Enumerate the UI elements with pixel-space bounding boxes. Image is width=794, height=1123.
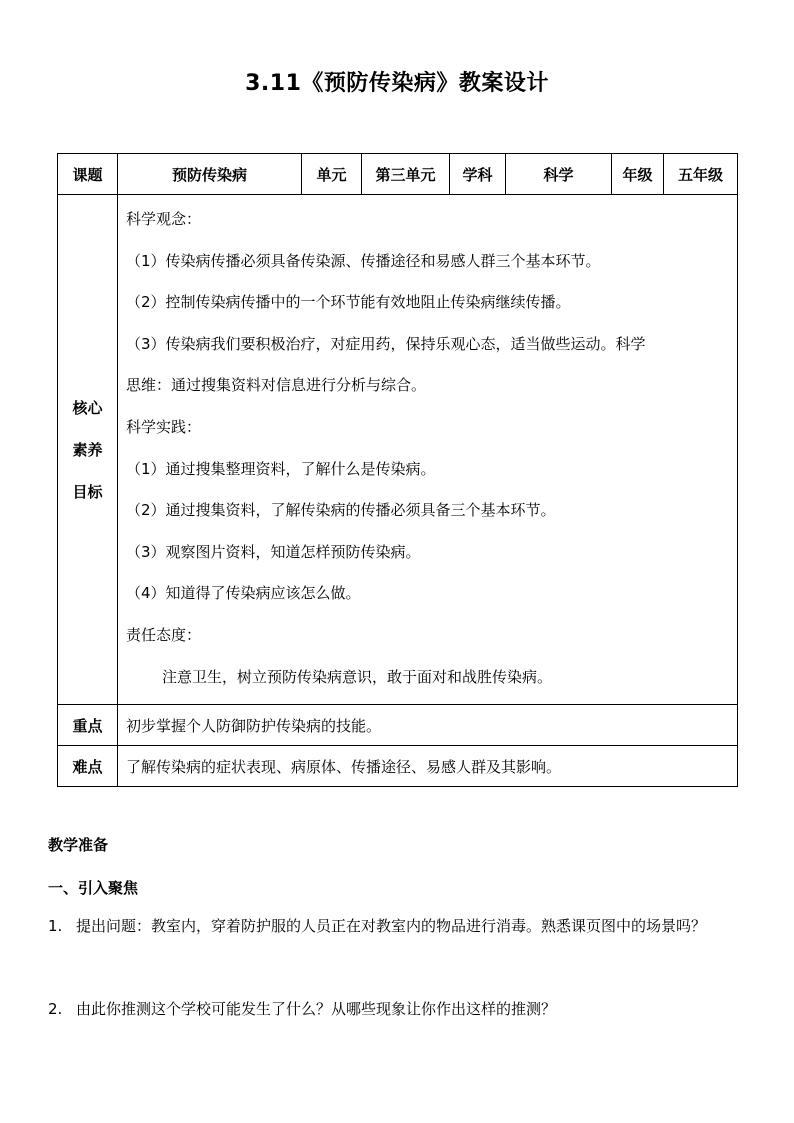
topic-value: 预防传染病 <box>118 154 302 195</box>
core-line: （1）通过搜集整理资料，了解什么是传染病。 <box>126 459 436 478</box>
core-line: （4）知道得了传染病应该怎么做。 <box>126 584 361 603</box>
core-line: （1）传染病传播必须具备传染源、传播途径和易感人群三个基本环节。 <box>126 251 601 270</box>
subject-value: 科学 <box>506 154 612 195</box>
list-item-text: 提出问题：教室内，穿着防护服的人员正在对教室内的物品进行消毒。熟悉课页图中的场景吗？ <box>76 917 707 935</box>
core-line: （2）通过搜集资料，了解传染病的传播必须具备三个基本环节。 <box>126 501 556 520</box>
list-item-number: 2. <box>48 1000 63 1018</box>
list-item <box>48 906 748 947</box>
list-item <box>48 989 748 1030</box>
core-line: 注意卫生，树立预防传染病意识，敢于面对和战胜传染病。 <box>162 667 553 686</box>
lesson-info-table <box>57 153 738 787</box>
core-line: 科学实践： <box>126 417 202 436</box>
core-goals-content <box>118 195 738 705</box>
core-line: （2）控制传染病传播中的一个环节能有效地阻止传染病继续传播。 <box>126 293 571 312</box>
key-point-row <box>58 705 738 746</box>
difficulty-label: 难点 <box>58 746 118 787</box>
core-line: 责任态度： <box>126 625 202 644</box>
difficulty-text: 了解传染病的症状表现、病原体、传播途径、易感人群及其影响。 <box>118 746 738 787</box>
key-point-label: 重点 <box>58 705 118 746</box>
core-line: 思维：通过搜集资料对信息进行分析与综合。 <box>126 376 427 395</box>
difficulty-row <box>58 746 738 787</box>
core-goals-label <box>58 195 118 705</box>
unit-value: 第三单元 <box>362 154 450 195</box>
core-label-line: 核心 <box>72 398 103 417</box>
page-title: 3.11《预防传染病》教案设计 <box>245 71 549 96</box>
key-point-text: 初步掌握个人防御防护传染病的技能。 <box>118 705 738 746</box>
core-line: （3）传染病我们要积极治疗，对症用药，保持乐观心态，适当做些运动。科学 <box>126 334 646 353</box>
list-item-text: 由此你推测这个学校可能发生了什么？从哪些现象让你作出这样的推测？ <box>76 1000 557 1018</box>
subject-label: 学科 <box>450 154 506 195</box>
core-label-line: 素养 <box>72 440 103 459</box>
topic-label: 课题 <box>58 154 118 195</box>
grade-label: 年级 <box>612 154 664 195</box>
core-line: （3）观察图片资料，知道怎样预防传染病。 <box>126 542 421 561</box>
core-label-line: 目标 <box>72 482 103 501</box>
prep-heading: 教学准备 <box>48 836 109 854</box>
section1-heading: 一、引入聚焦 <box>48 879 139 897</box>
core-goals-row <box>58 195 738 705</box>
unit-label: 单元 <box>302 154 362 195</box>
list-item-number: 1. <box>48 917 63 935</box>
core-line: 科学观念： <box>126 210 202 228</box>
table-header-row <box>58 154 738 195</box>
grade-value: 五年级 <box>664 154 738 195</box>
